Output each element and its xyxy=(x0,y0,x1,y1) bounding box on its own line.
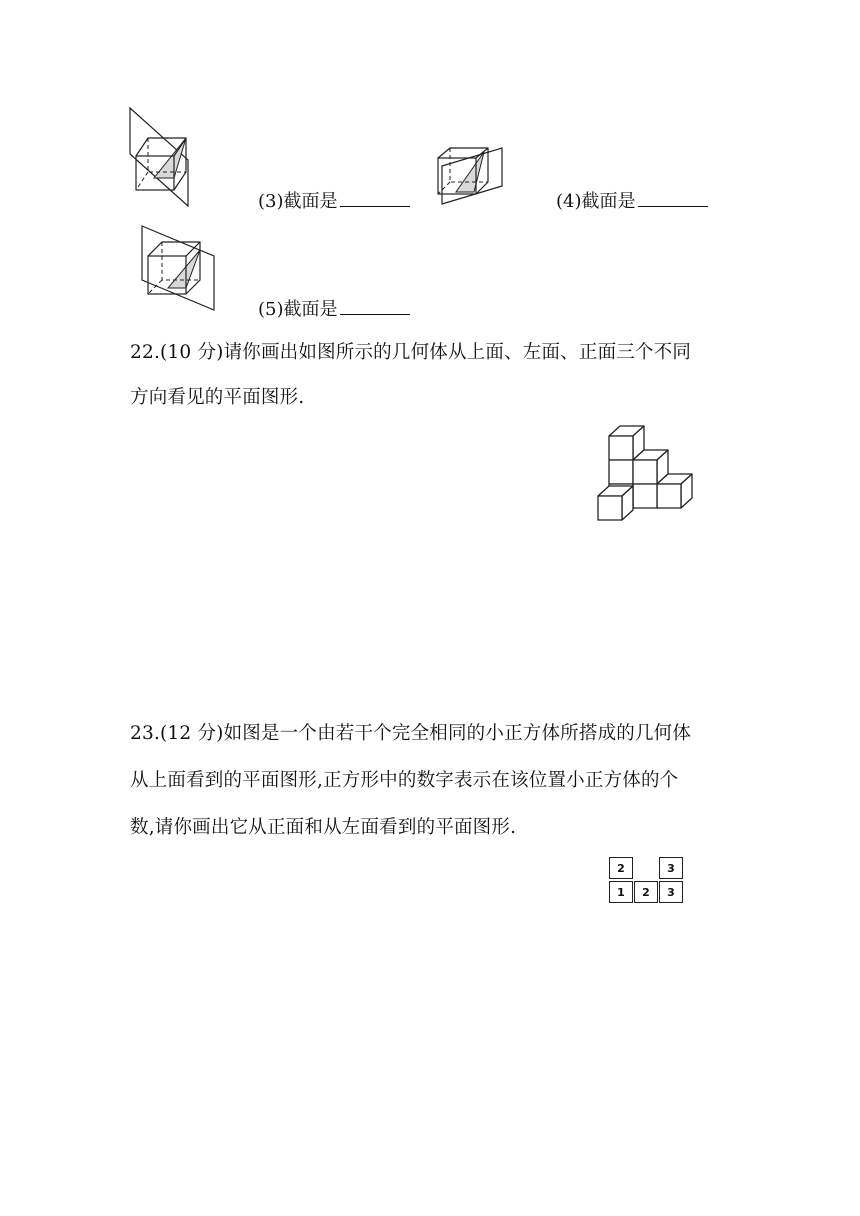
cube-section-figure-4 xyxy=(434,144,506,208)
problem23-line2: 从上面看到的平面图形,正方形中的数字表示在该位置小正方体的个 xyxy=(130,770,679,791)
q3-answer-blank[interactable] xyxy=(340,190,410,207)
q4-answer-blank[interactable] xyxy=(638,190,708,207)
q4-row xyxy=(556,190,708,212)
problem22-line2: 方向看见的平面图形. xyxy=(130,387,305,408)
top-view-grid xyxy=(609,857,685,907)
problem23-line1: 23.(12 分)如图是一个由若干个完全相同的小正方体所搭成的几何体 xyxy=(130,723,692,744)
q5-answer-blank[interactable] xyxy=(340,298,410,315)
problem23-line3: 数,请你画出它从正面和从左面看到的平面图形. xyxy=(130,817,517,838)
q3-row xyxy=(258,190,410,212)
grid-cell-r1c1: 2 xyxy=(609,857,633,879)
stacked-cubes-figure xyxy=(596,425,700,525)
q3-label: (3)截面是 xyxy=(258,191,338,212)
grid-cell-r2c3: 3 xyxy=(659,881,683,903)
grid-cell-r1c3: 3 xyxy=(659,857,683,879)
q4-label: (4)截面是 xyxy=(556,191,636,212)
grid-cell-r2c1: 1 xyxy=(609,881,633,903)
problem22-line1: 22.(10 分)请你画出如图所示的几何体从上面、左面、正面三个不同 xyxy=(130,342,692,363)
q5-row xyxy=(258,298,410,320)
grid-cell-r2c2: 2 xyxy=(634,881,658,903)
cube-section-figure-3 xyxy=(128,104,198,208)
q5-label: (5)截面是 xyxy=(258,299,338,320)
cube-section-figure-5 xyxy=(138,222,218,314)
